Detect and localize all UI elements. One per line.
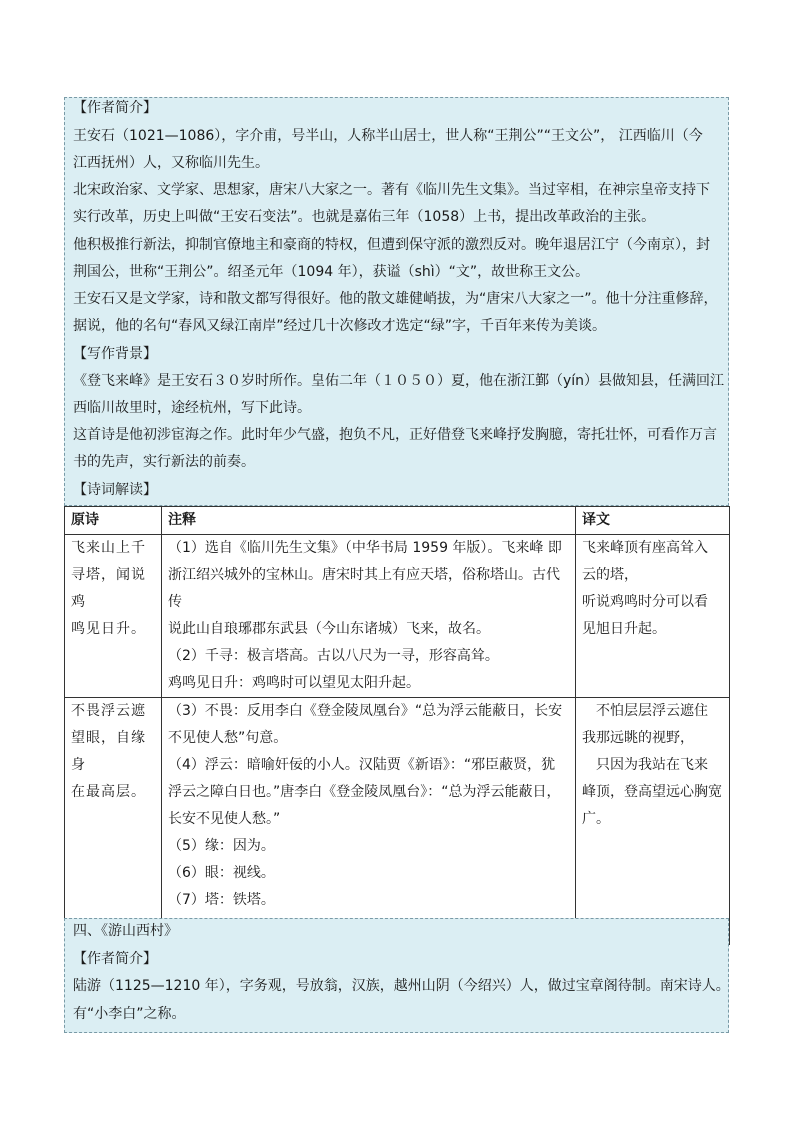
original-cell (65, 698, 162, 945)
original-line: 鸣见日升。 (71, 621, 146, 637)
translation-line: 飞来峰顶有座高耸入 (582, 540, 708, 556)
translation-cell (576, 535, 730, 698)
note-line: 鸡鸣见日升：鸡鸣时可以望见太阳升起。 (168, 675, 420, 691)
header-original: 原诗 (65, 507, 162, 535)
translation-line: 广。 (582, 811, 610, 827)
note-line: 浮云之障白日也。”唐李白《登金陵凤凰台》：“总为浮云能蔽日， (168, 784, 561, 800)
original-line: 不畏浮云遮 (71, 703, 146, 719)
heading-author-intro: 【作者简介】 (73, 100, 157, 116)
author-line-8: 据说，他的名句“春风又绿江南岸”经过几十次修改才选定“绿”字，千百年来传为美谈。 (73, 318, 607, 334)
background-line-3: 这首诗是他初涉宦海之作。此时年少气盛，抱负不凡，正好借登飞来峰抒发胸臆，寄托壮怀，可看作万言 (73, 427, 717, 443)
author-line-4: 实行改革，历史上叫做“王安石变法”。也就是嘉佑三年（1058）上书，提出改革政治的主张。 (73, 209, 656, 225)
original-line: 寻塔，闻说鸡 (71, 567, 146, 610)
note-line: （5）缘：因为。 (168, 838, 275, 854)
translation-line: 只因为我站在飞来 (582, 757, 708, 773)
poem-interpretation-table (64, 506, 730, 945)
original-cell (65, 535, 162, 698)
note-line: （4）浮云：暗喻奸佞的小人。汉陆贾《新语》：“邪臣蔽贤，犹 (168, 757, 556, 773)
heading-author-intro-2: 【作者简介】 (73, 951, 157, 967)
background-line-2: 西临川故里时，途经杭州，写下此诗。 (73, 400, 311, 416)
author-line-7: 王安石又是文学家，诗和散文都写得很好。他的散文雄健峭拔，为“唐宋八大家之一”。他十分注重修辞， (73, 291, 718, 307)
author-intro-box (64, 97, 729, 506)
background-line-4: 书的先声，实行新法的前奏。 (73, 454, 255, 470)
notes-cell (162, 698, 576, 945)
note-line: （6）眼：视线。 (168, 865, 275, 881)
translation-line: 我那远眺的视野， (582, 730, 694, 746)
translation-cell (576, 698, 730, 945)
author-line-6: 荆国公，世称“王荆公”。绍圣元年（1094 年），获谥（shì）“文”，故世称王文公。 (73, 264, 590, 280)
author-line-5: 他积极推行新法，抑制官僚地主和豪商的特权，但遭到保守派的激烈反对。晚年退居江宁（今南京），封 (73, 237, 710, 253)
section-you-shanxi-cun-box (64, 918, 729, 1033)
translation-line: 见旭日升起。 (582, 621, 666, 637)
translation-line: 不怕层层浮云遮住 (582, 703, 708, 719)
note-line: 浙江绍兴城外的宝林山。唐宋时其上有应天塔，俗称塔山。古代传 (168, 567, 560, 610)
note-line: （1）选自《临川先生文集》（中华书局 1959 年版）。飞来峰 即 (168, 540, 562, 556)
author-line-1: 王安石（1021—1086），字介甫，号半山，人称半山居士，世人称“王荆公”“王文公”， 江西临川（今 (73, 128, 703, 144)
translation-line: 听说鸡鸣时分可以看 (582, 594, 708, 610)
header-translation: 译文 (576, 507, 730, 535)
notes-cell (162, 535, 576, 698)
heading-poem-interpretation: 【诗词解读】 (73, 482, 157, 498)
original-line: 在最高层。 (71, 784, 146, 800)
note-line: （3）不畏：反用李白《登金陵凤凰台》“总为浮云能蔽日，长安 (168, 703, 563, 719)
background-line-1: 《登飞来峰》是王安石３０岁时所作。皇佑二年（１０５０）夏，他在浙江鄞（yín）县做知县，任满回江 (73, 373, 725, 389)
note-line: 说此山自琅琊郡东武县（今山东诸城）飞来，故名。 (168, 621, 490, 637)
heading-writing-background: 【写作背景】 (73, 346, 157, 362)
note-line: （2）千寻：极言塔高。古以八尺为一寻，形容高耸。 (168, 648, 499, 664)
author2-line-2: 有“小李白”之称。 (73, 1006, 186, 1022)
header-notes: 注释 (162, 507, 576, 535)
table-header-row (65, 507, 730, 535)
author-line-2: 江西抚州）人，又称临川先生。 (73, 155, 269, 171)
original-line: 望眼，自缘身 (71, 730, 146, 773)
table-row (65, 698, 730, 945)
note-line: 长安不见使人愁。” (168, 811, 281, 827)
translation-line: 云的塔， (582, 567, 638, 583)
note-line: （7）塔：铁塔。 (168, 892, 275, 908)
translation-line: 峰顶，登高望远心胸宽 (582, 784, 722, 800)
author-line-3: 北宋政治家、文学家、思想家，唐宋八大家之一。著有《临川先生文集》。当过宰相，在神宗皇帝支持下 (73, 182, 710, 198)
table-row (65, 535, 730, 698)
author2-line-1: 陆游（1125—1210 年），字务观，号放翁，汉族，越州山阴（今绍兴）人，做过宝章阁待制。南宋诗人。 (73, 978, 730, 994)
section-title: 四、《游山西村》 (73, 923, 178, 939)
note-line: 不见使人愁”句意。 (168, 730, 288, 746)
original-line: 飞来山上千 (71, 540, 146, 556)
